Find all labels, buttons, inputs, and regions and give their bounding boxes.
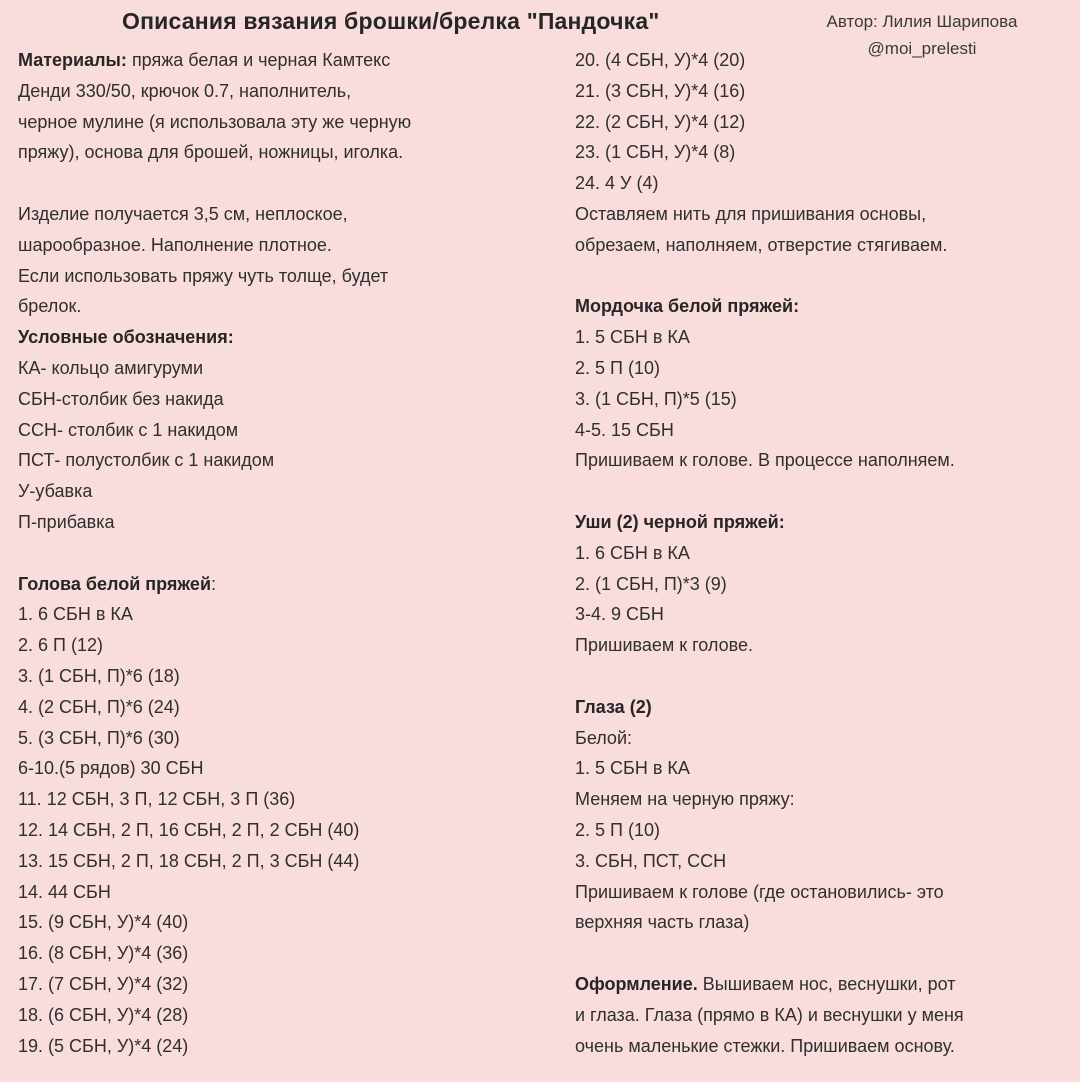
legend-item: У-убавка	[18, 481, 93, 502]
muzzle-row: Пришиваем к голове. В процессе наполняем.	[575, 450, 955, 471]
head-row: 18. (6 СБН, У)*4 (28)	[18, 1004, 189, 1025]
muzzle-row: 3. (1 СБН, П)*5 (15)	[575, 388, 737, 409]
head-title-text: Голова белой пряжей	[18, 573, 212, 594]
head-finish-line: обрезаем, наполняем, отверстие стягиваем.	[575, 234, 948, 255]
ears-row: 2. (1 СБН, П)*3 (9)	[575, 573, 727, 594]
finishing-line	[575, 969, 1070, 1000]
legend-item: ССН- столбик с 1 накидом	[18, 419, 239, 440]
finishing-text-0: Вышиваем нос, веснушки, рот	[697, 973, 956, 994]
eyes-row: Белой:	[575, 727, 632, 748]
head-row: 20. (4 СБН, У)*4 (20)	[575, 50, 746, 70]
author-name: Автор: Лилия Шарипова	[826, 12, 1018, 31]
materials-label: Материалы:	[18, 50, 127, 70]
legend-title: Условные обозначения:	[18, 327, 234, 348]
ears-row: Пришиваем к голове.	[575, 635, 754, 656]
description-line: Если использовать пряжу чуть толще, будет	[18, 265, 389, 286]
head-row: 3. (1 СБН, П)*6 (18)	[18, 665, 180, 686]
materials-text-1: Денди 330/50, крючок 0.7, наполнитель,	[18, 80, 352, 101]
muzzle-row: 1. 5 СБН в КА	[575, 327, 690, 348]
head-row: 21. (3 СБН, У)*4 (16)	[575, 80, 746, 101]
page-title: Описания вязания брошки/брелка "Пандочка"	[122, 8, 660, 34]
head-row: 22. (2 СБН, У)*4 (12)	[575, 111, 746, 132]
head-row: 4. (2 СБН, П)*6 (24)	[18, 696, 180, 717]
head-row: 23. (1 СБН, У)*4 (8)	[575, 142, 736, 163]
legend-item: П-прибавка	[18, 511, 115, 532]
eyes-row: 2. 5 П (10)	[575, 819, 660, 840]
head-row: 1. 6 СБН в КА	[18, 604, 133, 625]
eyes-row: 1. 5 СБН в КА	[575, 758, 690, 779]
head-row: 14. 44 СБН	[18, 881, 111, 902]
head-row: 5. (3 СБН, П)*6 (30)	[18, 727, 180, 748]
eyes-row: верхняя часть глаза)	[575, 912, 750, 933]
description-line: шарообразное. Наполнение плотное.	[18, 234, 332, 255]
ears-section-title: Уши (2) черной пряжей:	[575, 511, 785, 532]
eyes-row: 3. СБН, ПСТ, ССН	[575, 850, 727, 871]
description-line: брелок.	[18, 296, 82, 317]
right-column	[575, 45, 1070, 1061]
muzzle-row: 4-5. 15 СБН	[575, 419, 674, 440]
materials-line	[18, 45, 558, 76]
head-row: 16. (8 СБН, У)*4 (36)	[18, 943, 189, 964]
head-finish-line: Оставляем нить для пришивания основы,	[575, 203, 927, 224]
head-title-suffix: :	[211, 573, 217, 594]
finishing-text-1: и глаза. Глаза (прямо в КА) и веснушки у меня	[575, 1004, 964, 1025]
materials-text-3: пряжу), основа для брошей, ножницы, иголка.	[18, 142, 404, 163]
head-row: 17. (7 СБН, У)*4 (32)	[18, 973, 189, 994]
head-row: 15. (9 СБН, У)*4 (40)	[18, 912, 189, 933]
head-row: 11. 12 СБН, 3 П, 12 СБН, 3 П (36)	[18, 789, 296, 810]
description-line: Изделие получается 3,5 см, неплоское,	[18, 203, 348, 224]
head-row: 13. 15 СБН, 2 П, 18 СБН, 2 П, 3 СБН (44)	[18, 850, 360, 871]
head-row: 12. 14 СБН, 2 П, 16 СБН, 2 П, 2 СБН (40)	[18, 819, 360, 840]
materials-text-2: черное мулине (я использовала эту же черную	[18, 111, 412, 132]
head-row: 2. 6 П (12)	[18, 635, 103, 656]
head-row: 19. (5 СБН, У)*4 (24)	[18, 1035, 189, 1056]
eyes-row: Меняем на черную пряжу:	[575, 789, 795, 810]
legend-item: СБН-столбик без накида	[18, 388, 224, 409]
materials-text-0: пряжа белая и черная Камтекс	[126, 50, 391, 70]
head-row: 6-10.(5 рядов) 30 СБН	[18, 758, 204, 779]
eyes-section-title: Глаза (2)	[575, 696, 652, 717]
left-column	[18, 45, 558, 1061]
muzzle-row: 2. 5 П (10)	[575, 357, 660, 378]
muzzle-section-title: Мордочка белой пряжей:	[575, 296, 800, 317]
head-row: 24. 4 У (4)	[575, 173, 659, 194]
ears-row: 1. 6 СБН в КА	[575, 542, 690, 563]
eyes-row: Пришиваем к голове (где остановились- это	[575, 881, 944, 902]
finishing-title: Оформление.	[575, 973, 698, 994]
ears-row: 3-4. 9 СБН	[575, 604, 664, 625]
head-section-title	[18, 569, 558, 600]
legend-item: ПСТ- полустолбик с 1 накидом	[18, 450, 275, 471]
finishing-text-2: очень маленькие стежки. Пришиваем основу.	[575, 1035, 955, 1056]
legend-item: КА- кольцо амигуруми	[18, 357, 204, 378]
author-handle: @moi_prelesti	[867, 39, 977, 58]
